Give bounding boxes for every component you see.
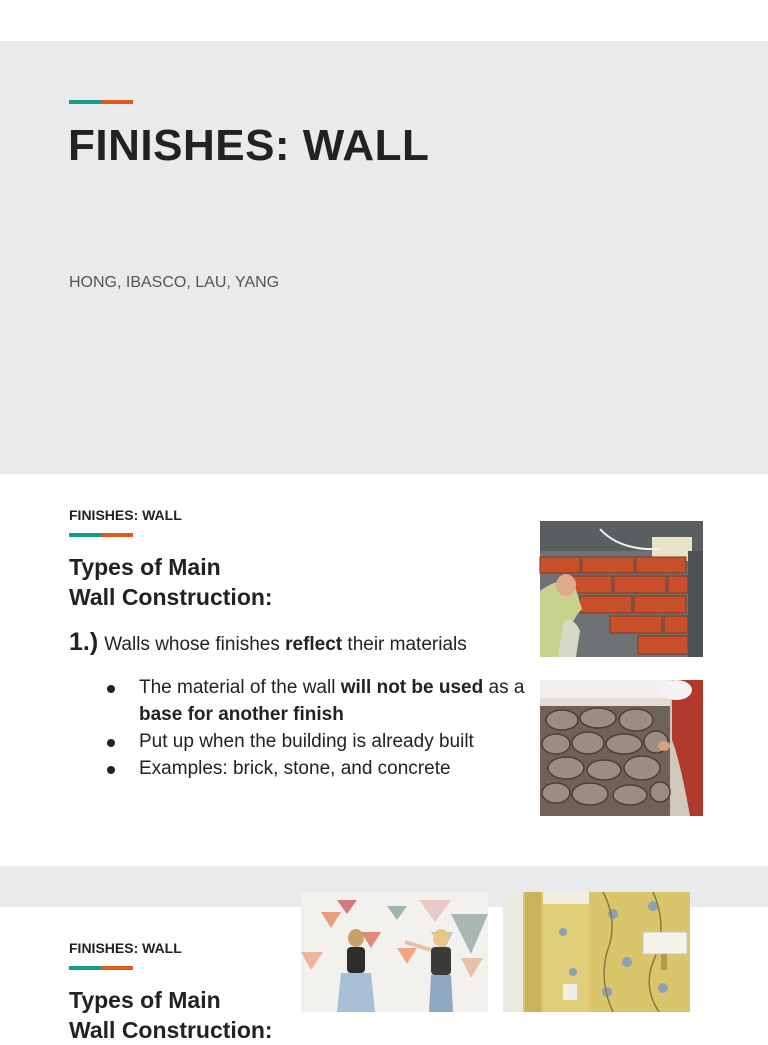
- bullet-bold: will not be used: [340, 677, 484, 698]
- bullet-item: [105, 674, 535, 728]
- bullet-dot-icon: [107, 685, 115, 693]
- slide-kicker: FINISHES: WALL: [69, 507, 182, 523]
- accent-orange: [101, 100, 133, 104]
- stone-wall-photo: [540, 680, 703, 816]
- bullet-dot-icon: [107, 766, 115, 774]
- numbered-item: [69, 628, 467, 657]
- heading-line-2: Wall Construction:: [69, 584, 273, 610]
- heading-line-1: Types of Main: [69, 554, 221, 580]
- bullet-text: Examples: brick, stone, and concrete: [139, 758, 451, 779]
- accent-teal: [69, 533, 101, 537]
- bullet-dot-icon: [107, 739, 115, 747]
- bullet-list: [105, 674, 535, 782]
- heading-line-2: Wall Construction:: [69, 1017, 273, 1043]
- slide-authors: HONG, IBASCO, LAU, YANG: [69, 274, 280, 291]
- bullet-text: Put up when the building is already built: [139, 731, 474, 752]
- accent-teal: [69, 100, 101, 104]
- bullet-item: [105, 728, 535, 755]
- bullet-item: [105, 755, 535, 782]
- item-text-before: Walls whose finishes: [104, 634, 286, 655]
- item-text-bold: reflect: [285, 634, 343, 655]
- bullet-text: The material of the wall: [139, 677, 341, 698]
- page-top-gap: [0, 0, 768, 41]
- brick-wall-illustration: [540, 521, 703, 657]
- mural-illustration: [301, 892, 488, 1012]
- title-slide: [0, 41, 768, 474]
- accent-bar: [69, 533, 133, 537]
- item-text-after: their materials: [342, 634, 467, 655]
- slide-heading: [69, 552, 429, 612]
- accent-bar: [69, 966, 133, 970]
- wallpaper-illustration: [503, 892, 690, 1012]
- brick-wall-photo: [540, 521, 703, 657]
- content-slide: [0, 474, 768, 866]
- slide-title: FINISHES: WALL: [68, 121, 430, 170]
- accent-bar: [69, 100, 133, 104]
- slide-kicker: FINISHES: WALL: [69, 940, 182, 956]
- heading-line-1: Types of Main: [69, 987, 221, 1013]
- item-number: 1.): [69, 628, 99, 656]
- wallpaper-room-photo: [503, 892, 690, 1012]
- accent-teal: [69, 966, 101, 970]
- stone-wall-illustration: [540, 680, 703, 816]
- bullet-text: as a: [483, 677, 525, 698]
- painted-mural-photo: [301, 892, 488, 1012]
- accent-orange: [101, 533, 133, 537]
- bullet-bold: base for another finish: [139, 704, 344, 725]
- accent-orange: [101, 966, 133, 970]
